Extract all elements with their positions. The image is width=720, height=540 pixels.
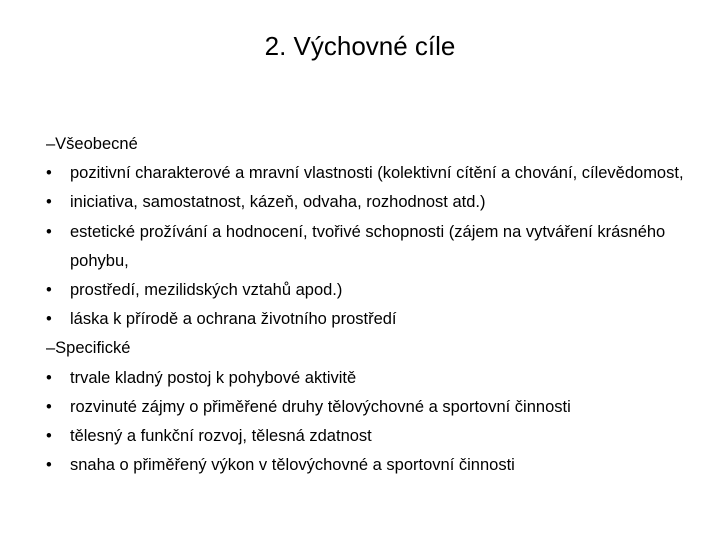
list-item [46, 188, 686, 217]
bullet-icon: • [46, 456, 52, 475]
slide-title: 2. Výchovné cíle [264, 31, 456, 61]
bullet-icon: • [46, 427, 52, 446]
list-item-text: iniciativa, samostatnost, kázeň, odvaha, rozhodnost atd.) [70, 193, 486, 212]
bullet-icon: • [46, 368, 52, 387]
list-item-text: trvale kladný postoj k pohybové aktivitě [70, 368, 357, 387]
slide-body [46, 130, 686, 480]
list-item [46, 305, 686, 334]
bullet-icon: • [46, 164, 52, 183]
list-item-text: snaha o přiměřený výkon v tělovýchovné a sportovní činnosti [70, 456, 515, 475]
general-goals-list [46, 159, 686, 334]
list-item-text: tělesný a funkční rozvoj, tělesná zdatnost [70, 427, 372, 446]
bullet-icon: • [46, 222, 52, 241]
list-item-text: rozvinuté zájmy o přiměřené druhy tělovýchovné a sportovní činnosti [70, 397, 571, 416]
bullet-icon: • [46, 310, 52, 329]
list-item-text: pozitivní charakterové a mravní vlastnosti (kolektivní cítění a chování, cílevědomost, [70, 164, 684, 183]
list-item [46, 451, 686, 480]
list-item-text: estetické prožívání a hodnocení, tvořivé schopnosti (zájem na vytváření krásného pohybu, [70, 222, 666, 270]
list-item [46, 276, 686, 305]
list-item [46, 393, 686, 422]
section-heading-specific: –Specifické [46, 339, 131, 358]
list-item [46, 159, 686, 188]
list-item [46, 422, 686, 451]
bullet-icon: • [46, 193, 52, 212]
bullet-icon: • [46, 397, 52, 416]
section-heading-general: –Všeobecné [46, 135, 138, 153]
specific-goals-list [46, 364, 686, 481]
list-item-text: láska k přírodě a ochrana životního prostředí [70, 310, 397, 329]
bullet-icon: • [46, 281, 52, 300]
list-item [46, 218, 686, 276]
list-item [46, 364, 686, 393]
list-item-text: prostředí, mezilidských vztahů apod.) [70, 281, 343, 300]
